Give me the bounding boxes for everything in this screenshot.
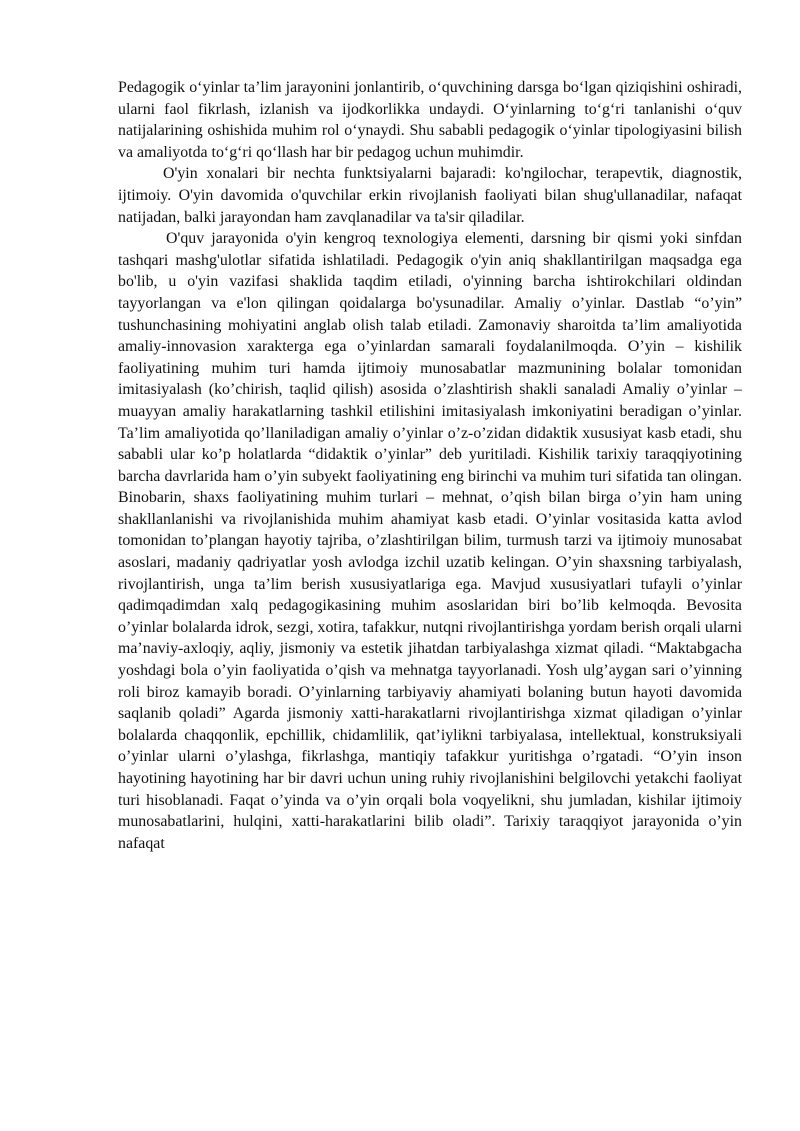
paragraph-oyin-xonalari: O'yin xonalari bir nechta funktsiyalarni bajaradi: ko'ngilochar, terapevtik, diagnostik, ijtimoiy. O'yin davomida o'quvchilar erkin rivojlanish faoliyati bilan shug'ullanadilar, nafaqat natijadan, balki jarayondan ham zavqlanadilar va ta'sir qiladilar.: [118, 165, 742, 226]
paragraph-pedagogik-oyinlar: Pedagogik o‘yinlar ta’lim jarayonini jonlantirib, o‘quvchining darsga bo‘lgan qiziqishini oshiradi, ularni faol fikrlash, izlanish va ijodkorlikka undaydi. O‘yinlarning to‘g‘ri tanlanishi o‘quv natijalarining oshishida muhim rol o‘ynaydi. Shu sababli pedagogik o‘yinlar tipologiyasini bilish va amaliyotda to‘g‘ri qo‘llash har bir pedagog uchun muhimdir.: [118, 79, 742, 161]
paragraph-oquv-jarayonida: O'quv jarayonida o'yin kengroq texnologiya elementi, darsning bir qismi yoki sinfdan tashqari mashg'ulotlar sifatida ishlatiladi. Pedagogik o'yin aniq shakllantirilgan maqsadga ega bo'lib, u o'yin vazifasi shaklida taqdim etiladi, o'yinning barcha ishtirokchilari oldindan tayyorlangan va e'lon qilingan qoidalarga bo'ysunadilar. Amaliy o’yinlar. Dastlab “o’yin” tushunchasining mohiyatini anglab olish talab etiladi. Zamonaviy sharoitda ta’lim amaliyotida amaliy-innovasion xarakterga ega o’yinlardan samarali foydalanilmoqda. O’yin – kishilik faoliyatining muhim turi hamda ijtimoiy munosabatlar mazmunining bolalar tomonidan imitasiyalash (ko’chirish, taqlid qilish) asosida o’zlashtirish shakli sanaladi Amaliy o’yinlar – muayyan amaliy harakatlarning tashkil etilishini imitasiyalash imkoniyatini beradigan o’yinlar. Ta’lim amaliyotida qo’llaniladigan amaliy o’yinlar o’z-o’zidan didaktik xususiyat kasb etadi, shu sababli ular ko’p holatlarda “didaktik o’yinlar” deb yuritiladi. Kishilik tarixiy taraqqiyotining barcha davrlarida ham o’yin subyekt faoliyatining eng birinchi va muhim turi sifatida tan olingan. Binobarin, shaxs faoliyatining muhim turlari – mehnat, o’qish bilan birga o’yin ham uning shakllanlanishi va rivojlanishida muhim ahamiyat kasb etadi. O’yinlar vositasida katta avlod tomonidan to’plangan hayotiy tajriba, o’zlashtirilgan bilim, turmush tarzi va ijtimoiy munosabat asoslari, madaniy qadriyatlar yosh avlodga izchil uzatib kelingan. O’yin shaxsning tarbiyalash, rivojlantirish, unga ta’lim berish xususiyatlariga ega. Mavjud xususiyatlari tufayli o’yinlar qadimqadimdan xalq pedagogikasining muhim asoslaridan biri bo’lib kelmoqda. Bevosita o’yinlar bolalarda idrok, sezgi, xotira, tafakkur, nutqni rivojlantirishga yordam berish orqali ularni ma’naviy-axloqiy, aqliy, jismoniy va estetik jihatdan tarbiyalashga xizmat qiladi. “Maktabgacha yoshdagi bola o’yin faoliyatida o’qish va mehnatga tayyorlanadi. Yosh ulg’aygan sari o’yinning roli biroz kamayib boradi. O’yinlarning tarbiyaviy ahamiyati bolaning butun hayoti davomida saqlanib qoladi” Agarda jismoniy xatti-harakatlarni rivojlantirishga xizmat qiladigan o’yinlar bolalarda chaqqonlik, epchillik, chidamlilik, qat’iylikni tarbiyalasa, intellektual, konstruksiyali o’yinlar ularni o’ylashga, fikrlashga, mantiqiy tafakkur yuritishga o’rgatadi. “O’yin inson hayotining hayotining har bir davri uchun uning ruhiy rivojlanishini belgilovchi yetakchi faoliyat turi hisoblanadi. Faqat o’yinda va o’yin orqali bola voqyelikni, shu jumladan, kishilar ijtimoiy munosabatlarini, hulqini, xatti-harakatlarini bilib oladi”. Tarixiy taraqqiyot jarayonida o’yin nafaqat: [118, 230, 742, 852]
document-page: [118, 77, 742, 854]
